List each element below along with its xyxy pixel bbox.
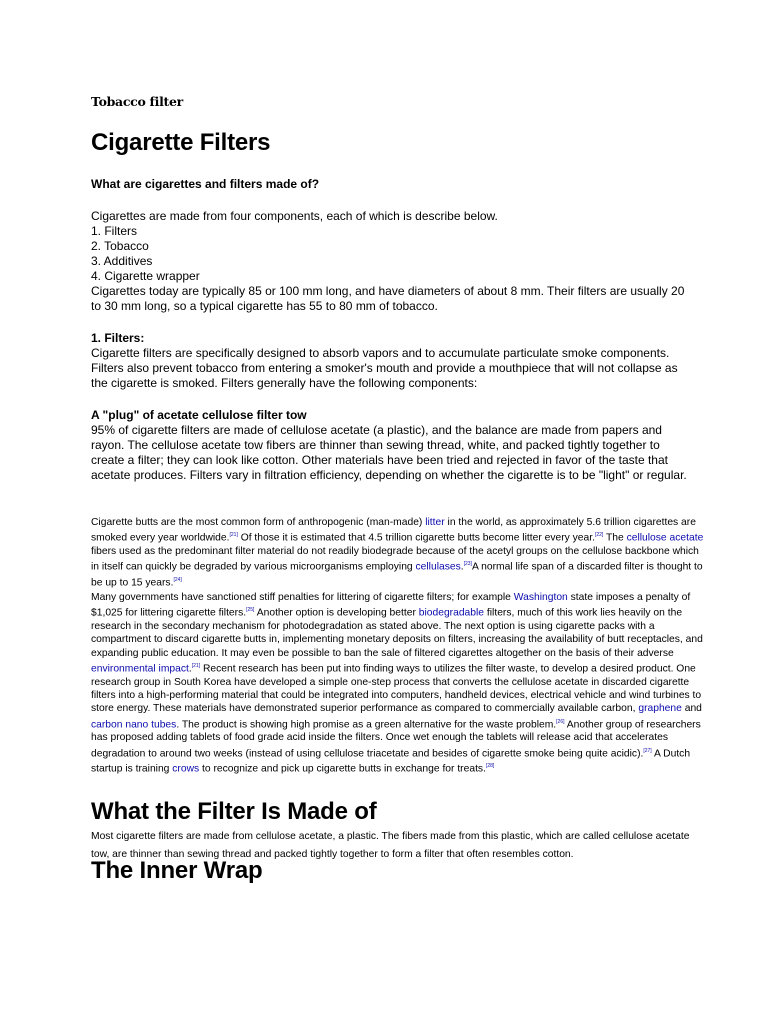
list-item: 1. Filters (91, 224, 138, 238)
made-of-heading: What the Filter Is Made of (91, 798, 377, 825)
list-item: 2. Tobacco (91, 239, 149, 253)
citation-link[interactable]: [23] (463, 561, 472, 568)
plug-body-text: 95% of cigarette filters are made of cellulose acetate (a plastic), and the balance are made from papers and rayon. The cellulose acetate tow fibers are thinner than sewing thread, white, and packed tightly together to create a filter; they can look like cotton. Other materials have been tried and rejected in favor of the taste that acetate produces. Filters vary in filtration efficiency, depending on whether the cigarette is to be "light" or regular. (91, 423, 687, 482)
paragraph-text: Many governments have sanctioned stiff penalties for littering of cigarette filters; for example (91, 592, 514, 603)
dimensions-text: Cigarettes today are typically 85 or 100 mm long, and have diameters of about 8 mm. Their filters are usually 20 to 30 mm long, so a typical cigarette has 55 to 80 mm of tobacco. (91, 284, 685, 313)
intro-section (91, 209, 691, 314)
paragraph-text: filters, much of this work lies heavily on the research in the secondary mechanism for photodegradation as stated above. The next option is using cigarette packs with a compartment to discard cigarette butts in, implementing monetary deposits on filters, increasing the availability of butt receptacles, and expanding public education. It may even be possible to ban the sale of filtered cigarettes altogether on the basis of their adverse (91, 607, 703, 659)
filters-section (91, 346, 691, 391)
paragraph-text: Another group of researchers has proposed adding tablets of food grade acid inside the filters. Once wet enough the tablets will release acid that accelerates degradation to around two weeks (instead of using cellulose triacetate and besides of cigarette smoke being quite acidic). (91, 718, 701, 759)
paragraph-text: . The product is showing high promise as a green alternative for the waste problem. (176, 718, 557, 730)
made-of-body-text: Most cigarette filters are made from cellulose acetate, a plastic. The fibers made from this plastic, which are called cellulose acetate tow, are thinner than sewing thread and packed tightly together to form a filter that often resembles cotton. (91, 831, 690, 860)
paragraph-text: A Dutch startup is training (91, 747, 691, 775)
paragraph-text: to recognize and pick up cigarette butts in exchange for treats. (199, 763, 486, 775)
paragraph-text: . (188, 663, 192, 675)
plug-section (91, 423, 691, 483)
citation-link[interactable]: [22] (594, 532, 604, 539)
list-item: 3. Additives (91, 254, 153, 268)
link-washington[interactable]: Washington (513, 592, 568, 603)
paragraph-text: The (603, 532, 627, 544)
filters-body-text: Cigarette filters are specifically designed to absorb vapors and to accumulate particulate smoke components. Filters also prevent tobacco from entering a smoker's mouth and provide a mouthpiece that will not collapse as the cigarette is smoked. Filters generally have the following components: (91, 346, 678, 390)
link-cellulases[interactable]: cellulases (415, 561, 461, 573)
citation-link[interactable]: [21] (229, 532, 238, 539)
paragraph-text: state imposes a penalty of $1,025 for littering cigarette filters. (91, 592, 691, 619)
link-environmental-impact[interactable]: environmental impact (91, 663, 189, 675)
link-graphene[interactable]: graphene (638, 703, 682, 715)
link-litter[interactable]: litter (425, 517, 445, 528)
paragraph-text: fibers used as the predominant filter material do not readily biodegrade because of the acetyl groups on the cellulose backbone which in itself can quickly be degraded by various microorganisms employing (91, 546, 699, 573)
paragraph-text: in the world, as approximately 5.6 trillion cigarettes are smoked every year worldwide. (91, 517, 696, 544)
penalties-paragraph (91, 591, 709, 776)
document-label: Tobacco filter (91, 94, 183, 109)
citation-link[interactable]: [28] (485, 763, 495, 770)
paragraph-text: and (681, 703, 702, 715)
citation-link[interactable]: [27] (643, 747, 652, 754)
intro-question-heading: What are cigarettes and filters made of? (91, 177, 320, 191)
link-carbon-nano-tubes[interactable]: carbon nano tubes (91, 718, 177, 730)
paragraph-text: . (460, 561, 464, 573)
paragraph-text: Another option is developing better (254, 607, 419, 619)
paragraph-text: Of those it is estimated that 4.5 trillion cigarette butts become litter every year. (237, 532, 595, 544)
link-cellulose-acetate[interactable]: cellulose acetate (626, 532, 704, 544)
litter-paragraph (91, 516, 709, 590)
citation-link[interactable]: [25] (246, 607, 255, 614)
link-crows[interactable]: crows (172, 763, 200, 775)
plug-heading: A "plug" of acetate cellulose filter tow (91, 408, 307, 422)
paragraph-text: Recent research has been put into finding ways to utilizes the filter waste, to develop a desired product. One research group in South Korea have developed a simple one-step process that converts the cellulose acetate in discarded cigarette filters into a high-performing material that could be integrated into computers, handheld devices, electrical vehicle and wind turbines to store energy. These materials have demonstrated superior performance as compared to commercially available carbon, (91, 663, 702, 715)
page-title: Cigarette Filters (91, 129, 271, 156)
paragraph-text: A normal life span of a discarded filter is thought to be up to 15 years. (91, 561, 703, 589)
paragraph-text: Cigarette butts are the most common form of anthropogenic (man-made) (91, 517, 426, 528)
list-item: 4. Cigarette wrapper (91, 269, 200, 283)
inner-wrap-heading: The Inner Wrap (91, 857, 263, 884)
citation-link[interactable]: [26] (556, 718, 565, 725)
filters-heading: 1. Filters: (91, 331, 145, 345)
intro-lead-text: Cigarettes are made from four components, each of which is describe below. (91, 209, 498, 223)
link-biodegradable[interactable]: biodegradable (418, 607, 485, 619)
citation-link[interactable]: [21] (191, 662, 201, 669)
components-list (91, 224, 691, 284)
citation-link[interactable]: [24] (173, 577, 182, 584)
